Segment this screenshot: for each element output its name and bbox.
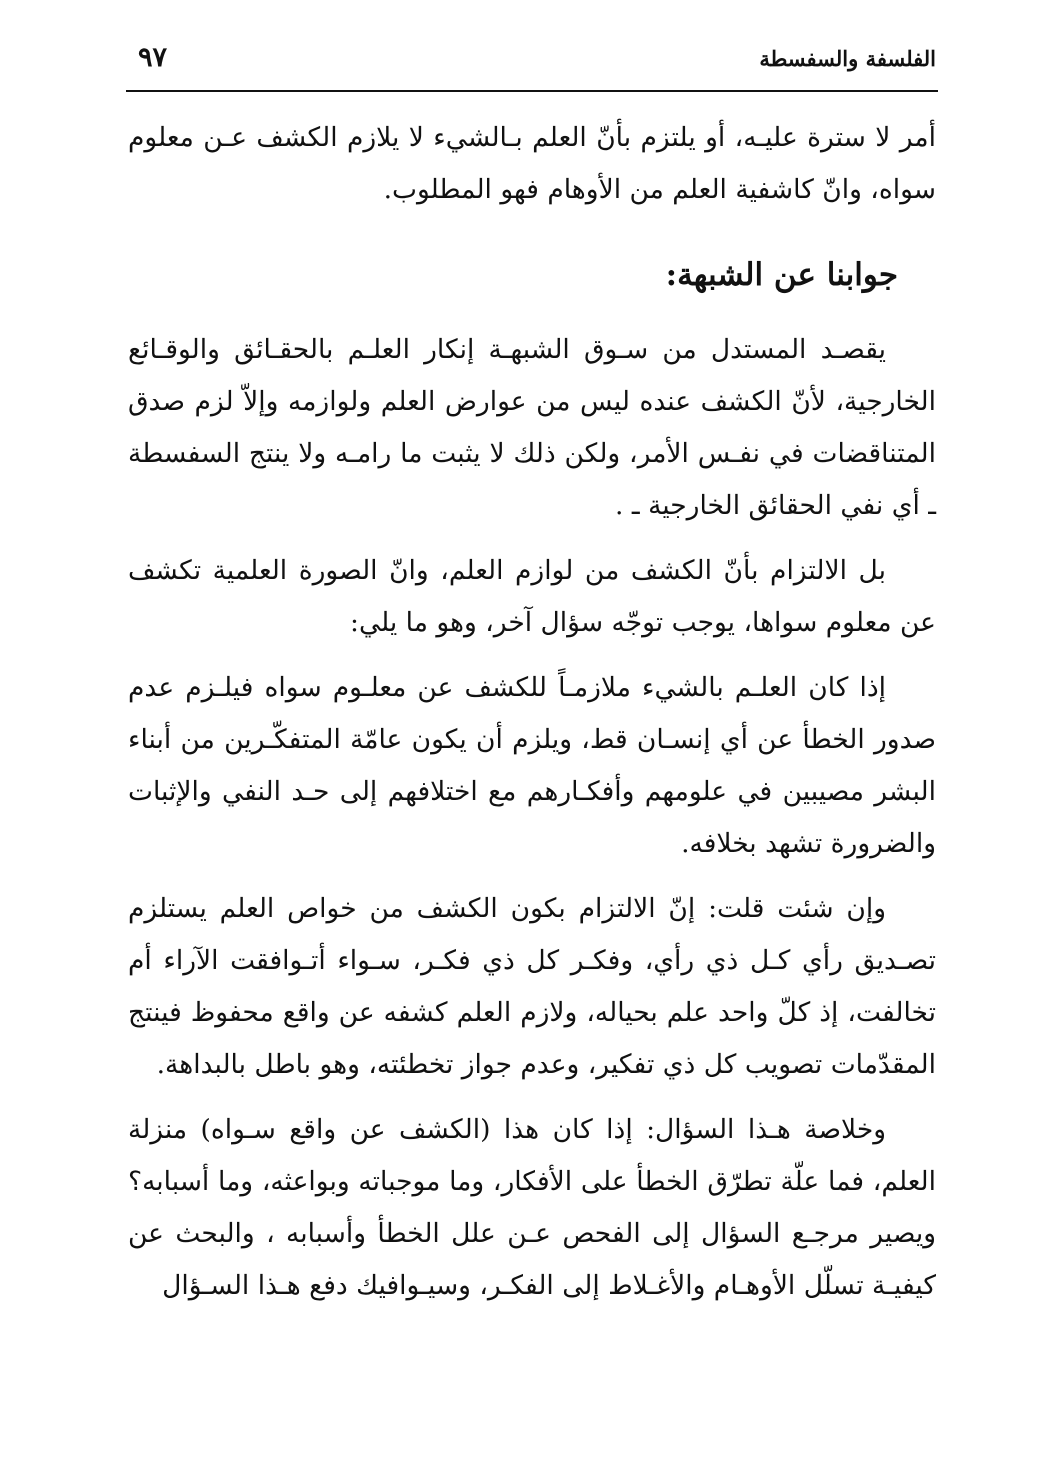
paragraph-1: يقصـد المستدل من سـوق الشبهـة إنكار العلـم بالحقـائق والوقـائع الخارجية، لأنّ الكشف عنده ليس من عوارض العلم ولوازمه وإلاّ لزم صدق المتناقضات في نفـس الأمر، ولكن ذلك لا يثبت ما رامـه ولا ينتج السفسطة ـ أي نفي الحقائق الخارجية ـ . [128,334,936,521]
paragraph-4: وإن شئت قلت: إنّ الالتزام بكون الكشف من خواص العلم يستلزم تصـديق رأي كـل ذي رأي، وفكـر كل ذي فكـر، سـواء أتـوافقت الآراء أم تخالفت، إذ كلّ واحد علم بحياله، ولازم العلم كشفه عن واقع محفوظ فينتج المقدّمات تصويب كل ذي تفكير، وعدم جواز تخطئته، وهو باطل بالبداهة. [128,893,936,1080]
running-title: الفلسفة والسفسطة [759,46,936,71]
page-body [128,112,936,1325]
page-header [128,40,936,88]
paragraph-3: إذا كان العلـم بالشيء ملازمـاً للكشف عن معلـوم سواه فيلـزم عدم صدور الخطأ عن أي إنسـان قط، ويلزم أن يكون عامّة المتفكّـرين من أبناء البشر مصيبين في علومهم وأفكـارهم مع اختلافهم إلى حـد النفي والإثبات والضرورة تشهد بخلافه. [128,672,936,859]
paragraph-2: بل الالتزام بأنّ الكشف من لوازم العلم، وانّ الصورة العلمية تكشف عن معلوم سواها، يوجب توجّه سؤال آخر، وهو ما يلي: [128,555,936,638]
paragraph-5: وخلاصة هـذا السؤال: إذا كان هذا (الكشف عن واقع سـواه) منزلة العلم، فما علّة تطرّق الخطأ على الأفكار، وما موجباته وبواعثه، وما أسبابه؟ ويصير مرجـع السؤال إلى الفحص عـن علل الخطأ وأسبابه ، والبحث عن كيفيـة تسلّل الأوهـام والأغـلاط إلى الفكـر، وسيـوافيك دفع هـذا السـؤال [128,1114,936,1301]
page-number: ٩٧ [138,42,168,73]
paragraph-intro: أمر لا سترة عليـه، أو يلتزم بأنّ العلم بـالشيء لا يلازم الكشف عـن معلوم سواه، وانّ كاشفية العلم من الأوهام فهو المطلوب. [128,122,936,205]
header-divider [126,90,938,92]
section-heading: جوابنا عن الشبهة: [665,257,898,293]
